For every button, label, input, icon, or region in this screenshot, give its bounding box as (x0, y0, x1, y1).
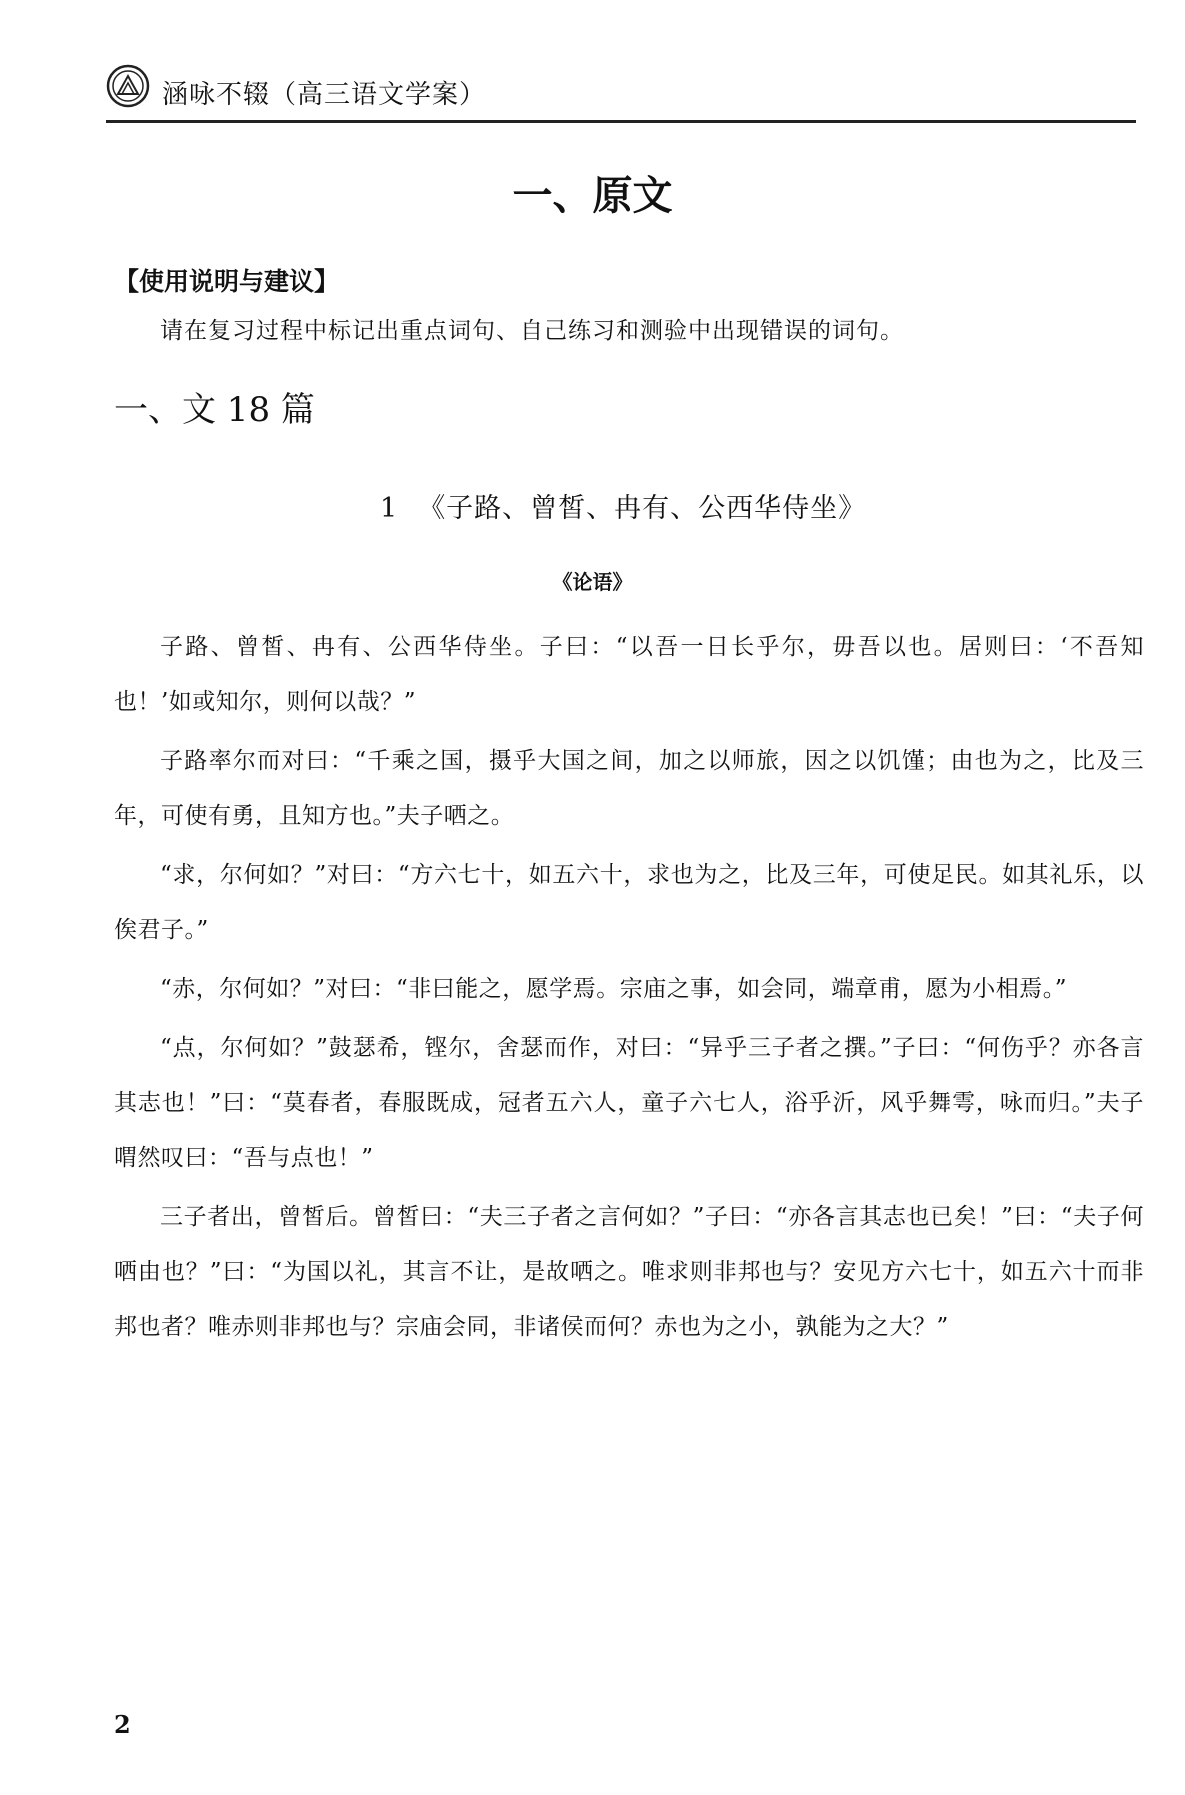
header-title: 涵咏不辍（高三语文学案） (162, 80, 487, 110)
piece-number: 1 (380, 493, 399, 524)
paragraph: “赤，尔何如？”对曰：“非曰能之，愿学焉。宗庙之事，如会同，端章甫，愿为小相焉。” (160, 976, 1068, 1002)
page-number: 2 (114, 1710, 131, 1739)
piece-source: 《论语》 (552, 570, 633, 594)
body-text (114, 620, 1144, 1359)
paragraph: “求，尔何如？”对曰：“方六七十，如五六十，求也为之，比及三年，可使足民。如其礼乐，以俟君子。” (114, 862, 1144, 943)
usage-note-heading: 【使用说明与建议】 (114, 267, 340, 296)
usage-note-text: 请在复习过程中标记出重点词句、自己练习和测验中出现错误的词句。 (160, 318, 904, 344)
piece-title-text: 《子路、曾皙、冉有、公西华侍坐》 (418, 493, 867, 524)
subsection-title: 一、文 18 篇 (114, 390, 315, 430)
paragraph: 三子者出，曾皙后。曾皙曰：“夫三子者之言何如？”子曰：“亦各言其志也已矣！”曰：“夫子何哂由也？”曰：“为国以礼，其言不让，是故哂之。唯求则非邦也与？安见方六七十，如五六十而非邦也者？唯赤则非邦也与？宗庙会同，非诸侯而何？赤也为之小，孰能为之大？” (114, 1204, 1144, 1340)
paragraph: 子路率尔而对曰：“千乘之国，摄乎大国之间，加之以师旅，因之以饥馑；由也为之，比及三年，可使有勇，且知方也。”夫子哂之。 (114, 748, 1144, 829)
piece-title (380, 486, 866, 525)
section-title: 一、原文 (512, 173, 673, 219)
page-header (106, 58, 1136, 123)
paragraph: 子路、曾皙、冉有、公西华侍坐。子曰：“以吾一日长乎尔，毋吾以也。居则曰：‘不吾知也！’如或知尔，则何以哉？” (114, 634, 1144, 715)
paragraph: “点，尔何如？”鼓瑟希，铿尔，舍瑟而作，对曰：“异乎三子者之撰。”子曰：“何伤乎？亦各言其志也！”曰：“莫春者，春服既成，冠者五六人，童子六七人，浴乎沂，风乎舞雩，咏而归。”夫子喟然叹曰：“吾与点也！” (114, 1035, 1144, 1171)
school-emblem-icon (106, 64, 150, 108)
